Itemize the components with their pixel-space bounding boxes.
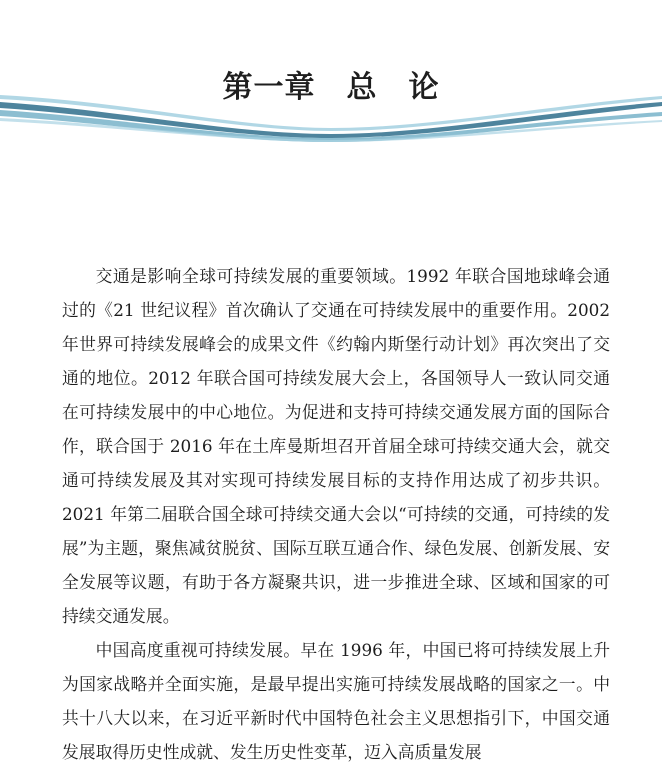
chapter-title: 第一章 总 论 [222, 70, 440, 105]
decorative-wave-banner [0, 92, 662, 142]
paragraph-1: 交通是影响全球可持续发展的重要领域。1992 年联合国地球峰会通过的《21 世纪议程》首次确认了交通在可持续发展中的重要作用。2002 年世界可持续发展峰会的成果文件《约翰内斯堡行动计划》再次突出了交通的地位。2012 年联合国可持续发展大会上，各国领导人一致认同交通在可持续发展中的中心地位。为促进和支持可持续交通发展方面的国际合作，联合国于 2016 年在土库曼斯坦召开首届全球可持续交通大会，就交通可持续发展及其对实现可持续发展目标的支持作用达成了初步共识。2021 年第二届联合国全球可持续交通大会以“可持续的交通，可持续的发展”为主题，聚焦减贫脱贫、国际互联互通合作、绿色发展、创新发展、安全发展等议题，有助于各方凝聚共识，进一步推进全球、区域和国家的可持续交通发展。 [62, 266, 610, 626]
body-text [62, 259, 610, 769]
paragraph-2: 中国高度重视可持续发展。早在 1996 年，中国已将可持续发展上升为国家战略并全面实施，是最早提出实施可持续发展战略的国家之一。中共十八大以来，在习近平新时代中国特色社会主义思想指引下，中国交通发展取得历史性成就、发生历史性变革，迈入高质量发展 [62, 640, 610, 762]
